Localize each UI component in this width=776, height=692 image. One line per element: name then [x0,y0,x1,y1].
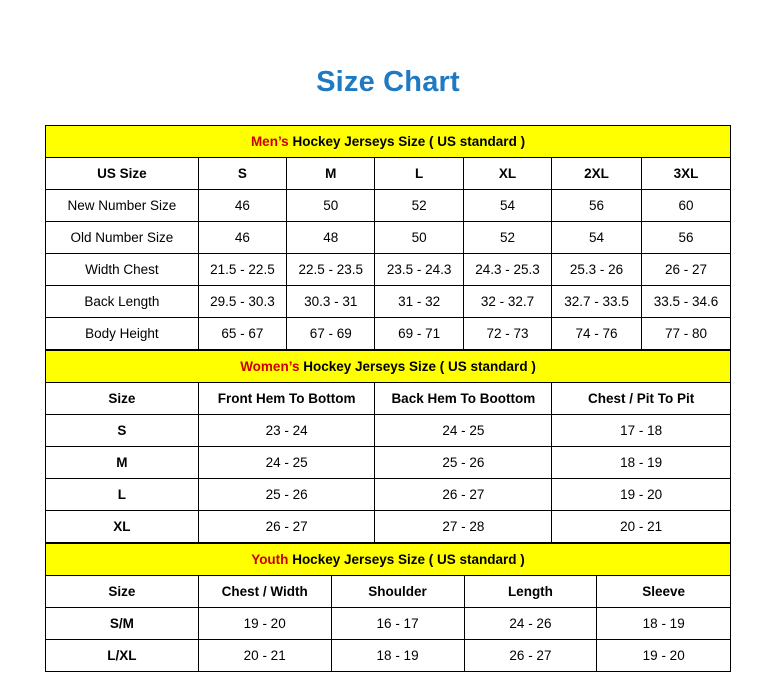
womens-row-1-label: M [46,447,199,479]
youth-banner-accent: Youth [251,552,289,567]
page-title: Size Chart [316,66,460,98]
table-row [46,318,731,350]
youth-header-4: Sleeve [597,576,731,608]
mens-row-2-cell-0: 21.5 - 22.5 [198,254,286,286]
table-row [46,640,731,672]
womens-row-3-cell-1: 27 - 28 [375,511,552,543]
mens-header-0: US Size [46,158,199,190]
womens-row-1-cell-2: 18 - 19 [552,447,731,479]
mens-row-4-cell-4: 74 - 76 [552,318,642,350]
womens-row-3-cell-2: 20 - 21 [552,511,731,543]
womens-row-1-cell-0: 24 - 25 [198,447,375,479]
mens-row-4-cell-3: 72 - 73 [463,318,551,350]
youth-banner-rest: Hockey Jerseys Size ( US standard ) [288,552,525,567]
womens-header-2: Back Hem To Boottom [375,383,552,415]
youth-header-2: Shoulder [331,576,464,608]
womens-banner-rest: Hockey Jerseys Size ( US standard ) [299,359,536,374]
mens-row-3-cell-3: 32 - 32.7 [463,286,551,318]
youth-row-0-cell-0: 19 - 20 [198,608,331,640]
mens-row-0-cell-2: 52 [375,190,463,222]
mens-row-1-cell-4: 54 [552,222,642,254]
table-banner-row [46,126,731,158]
womens-row-0-cell-1: 24 - 25 [375,415,552,447]
table-row [46,286,731,318]
mens-row-2-cell-4: 25.3 - 26 [552,254,642,286]
mens-header-4: XL [463,158,551,190]
table-header-row [46,158,731,190]
youth-header-3: Length [464,576,597,608]
mens-row-3-cell-4: 32.7 - 33.5 [552,286,642,318]
mens-row-1-cell-1: 48 [287,222,375,254]
table-row [46,222,731,254]
mens-row-1-cell-2: 50 [375,222,463,254]
youth-header-1: Chest / Width [198,576,331,608]
youth-row-1-label: L/XL [46,640,199,672]
mens-row-4-cell-5: 77 - 80 [641,318,730,350]
youth-size-table [45,543,731,672]
size-chart-container [45,99,731,672]
youth-row-0-cell-1: 16 - 17 [331,608,464,640]
womens-header-0: Size [46,383,199,415]
mens-row-2-label: Width Chest [46,254,199,286]
womens-banner-accent: Women’s [240,359,300,374]
table-banner-row [46,544,731,576]
mens-header-5: 2XL [552,158,642,190]
womens-row-3-cell-0: 26 - 27 [198,511,375,543]
mens-banner-rest: Hockey Jerseys Size ( US standard ) [288,134,526,149]
youth-row-1-cell-3: 19 - 20 [597,640,731,672]
table-row [46,447,731,479]
mens-row-3-cell-2: 31 - 32 [375,286,463,318]
youth-banner [46,544,731,576]
womens-row-1-cell-1: 25 - 26 [375,447,552,479]
mens-row-0-cell-5: 60 [641,190,730,222]
womens-row-0-label: S [46,415,199,447]
table-header-row [46,576,731,608]
mens-size-table [45,125,731,350]
mens-header-1: S [198,158,286,190]
youth-row-0-cell-3: 18 - 19 [597,608,731,640]
mens-row-2-cell-1: 22.5 - 23.5 [287,254,375,286]
womens-row-2-cell-2: 19 - 20 [552,479,731,511]
womens-header-3: Chest / Pit To Pit [552,383,731,415]
mens-row-3-cell-0: 29.5 - 30.3 [198,286,286,318]
mens-row-0-cell-0: 46 [198,190,286,222]
mens-row-2-cell-3: 24.3 - 25.3 [463,254,551,286]
mens-row-0-label: New Number Size [46,190,199,222]
mens-header-2: M [287,158,375,190]
womens-row-2-cell-1: 26 - 27 [375,479,552,511]
mens-banner [46,126,731,158]
mens-row-2-cell-5: 26 - 27 [641,254,730,286]
table-row [46,254,731,286]
mens-row-0-cell-3: 54 [463,190,551,222]
youth-row-1-cell-2: 26 - 27 [464,640,597,672]
womens-row-2-label: L [46,479,199,511]
table-header-row [46,383,731,415]
mens-header-6: 3XL [641,158,730,190]
youth-row-0-cell-2: 24 - 26 [464,608,597,640]
table-row [46,511,731,543]
table-row [46,479,731,511]
mens-row-4-label: Body Height [46,318,199,350]
mens-banner-accent: Men’s [250,134,289,149]
womens-banner [46,351,731,383]
womens-size-table [45,350,731,543]
youth-row-1-cell-1: 18 - 19 [331,640,464,672]
mens-row-3-cell-5: 33.5 - 34.6 [641,286,730,318]
womens-header-1: Front Hem To Bottom [198,383,375,415]
mens-row-4-cell-0: 65 - 67 [198,318,286,350]
mens-row-3-label: Back Length [46,286,199,318]
mens-row-1-label: Old Number Size [46,222,199,254]
mens-header-3: L [375,158,463,190]
mens-row-1-cell-5: 56 [641,222,730,254]
youth-header-0: Size [46,576,199,608]
womens-row-3-label: XL [46,511,199,543]
mens-row-4-cell-1: 67 - 69 [287,318,375,350]
youth-row-1-cell-0: 20 - 21 [198,640,331,672]
mens-row-1-cell-3: 52 [463,222,551,254]
mens-row-3-cell-1: 30.3 - 31 [287,286,375,318]
table-row [46,190,731,222]
mens-row-4-cell-2: 69 - 71 [375,318,463,350]
table-banner-row [46,351,731,383]
table-row [46,415,731,447]
womens-row-2-cell-0: 25 - 26 [198,479,375,511]
mens-row-0-cell-4: 56 [552,190,642,222]
mens-row-1-cell-0: 46 [198,222,286,254]
youth-row-0-label: S/M [46,608,199,640]
mens-row-0-cell-1: 50 [287,190,375,222]
womens-row-0-cell-0: 23 - 24 [198,415,375,447]
mens-row-2-cell-2: 23.5 - 24.3 [375,254,463,286]
womens-row-0-cell-2: 17 - 18 [552,415,731,447]
table-row [46,608,731,640]
